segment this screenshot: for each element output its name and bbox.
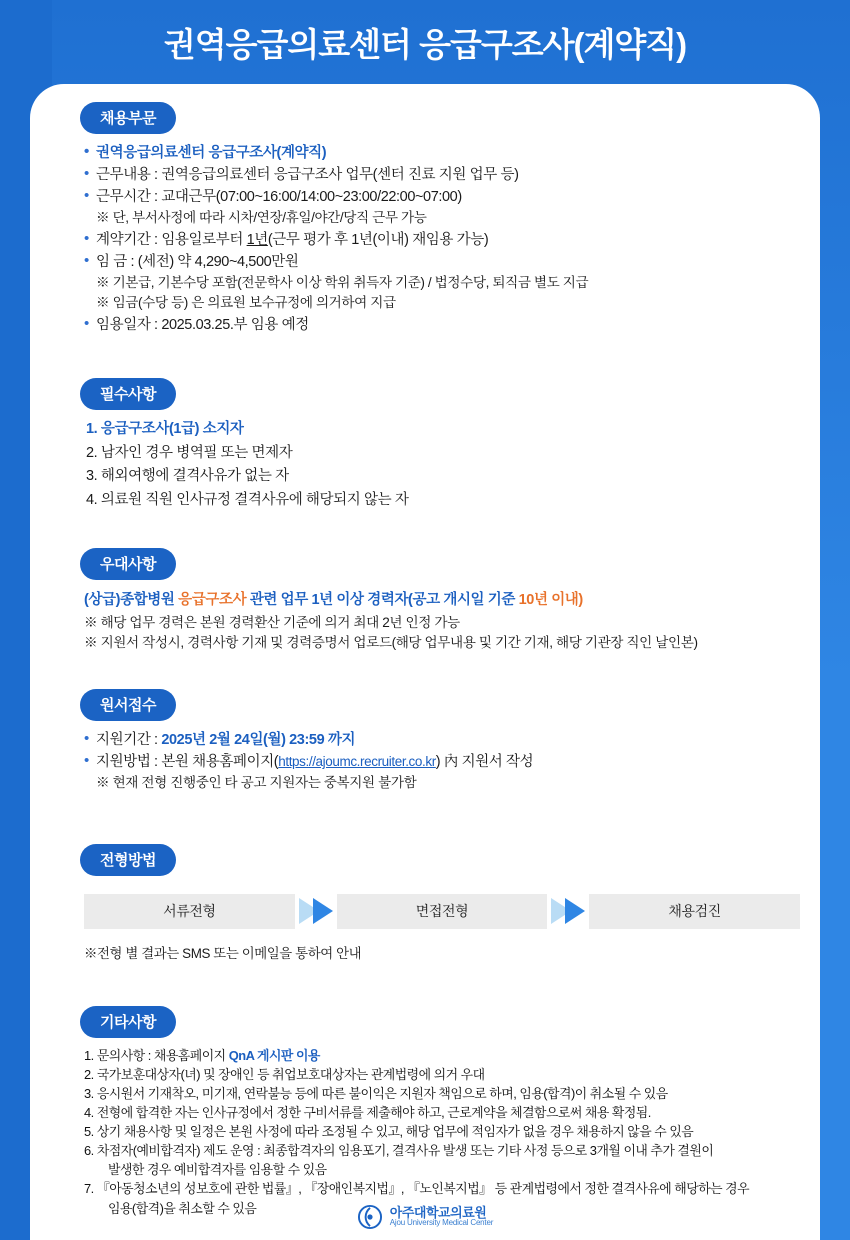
preferred-note-2: ※ 지원서 작성시, 경력사항 기재 및 경력증명서 업로드(해당 업무내용 및 기간 기재, 해당 기관장 직인 날인본): [84, 635, 698, 651]
arrow-right-icon: [295, 898, 337, 924]
section-application: [62, 689, 788, 794]
list-item: 5. 상기 채용사항 및 일정은 본원 사정에 따라 조정될 수 있고, 해당 업무에 적임자가 없을 경우 채용하지 않을 수 있음: [84, 1124, 694, 1140]
list-item: 1. 응급구조사(1급) 소지자: [86, 421, 244, 438]
list-item: 2. 남자인 경우 병역필 또는 면제자: [86, 444, 293, 461]
footer-logo: [30, 1204, 820, 1230]
list-item: 3. 응시원서 기재착오, 미기재, 연락불능 등에 따른 불이익은 지원자 책임으로 하며, 임용(합격)이 취소될 수 있음: [84, 1086, 668, 1101]
process-note: ※전형 별 결과는 SMS 또는 이메일을 통하여 안내: [84, 945, 362, 961]
list-item: • 임용일자 : 2025.03.25.부 임용 예정: [84, 314, 788, 336]
process-step-3: 채용검진: [589, 894, 800, 929]
section-heading-etc: 기타사항: [80, 1006, 176, 1038]
etc-list: [62, 1046, 788, 1218]
list-item: ※ 임금(수당 등) 은 의료원 보수규정에 의거하여 지급: [96, 295, 396, 311]
etc-item-1-text: 1. 문의사항 : 채용홈페이지: [84, 1047, 229, 1063]
preferred-part-4: 10년 이내): [518, 592, 583, 609]
section-heading-preferred: 우대사항: [80, 548, 176, 580]
preferred-headline: [84, 588, 788, 609]
application-note: ※ 현재 전형 진행중인 타 공고 지원자는 중복지원 불가함: [96, 775, 417, 791]
preferred-part-3: 관련 업무 1년 이상 경력자(공고 개시일 기준: [249, 592, 519, 609]
list-item: ※ 단, 부서사정에 따라 시차/연장/휴일/야간/당직 근무 가능: [96, 210, 427, 226]
section-process: [62, 844, 788, 962]
section-preferred: [62, 548, 788, 651]
etc-item-1-emphasis: QnA 게시판 이용: [228, 1047, 320, 1063]
application-method-label: 지원방법 : 본원 채용홈페이지(: [96, 754, 279, 771]
section-recruit: [62, 102, 788, 336]
content-sheet: [30, 84, 820, 1240]
list-item: • 임 금 : (세전) 약 4,290~4,500만원: [84, 251, 788, 273]
etc-item-6-text: 6. 차점자(예비합격자) 제도 운영 : 최종합격자의 임용포기, 결격사유 발생 또는 기타 사정 등으로 3개월 이내 추가 결원이: [84, 1143, 714, 1159]
list-item: • 근무시간 : 교대근무(07:00~16:00/14:00~23:00/22:00~07:00): [84, 186, 788, 208]
list-item: 2. 국가보훈대상자(녀) 및 장애인 등 취업보호대상자는 관계법령에 의거 우대: [84, 1066, 485, 1082]
application-list: [62, 729, 788, 794]
list-item: ※ 기본급, 기본수당 포함(전문학사 이상 학위 취득자 기준) / 법정수당, 퇴직금 별도 지급: [96, 274, 589, 290]
preferred-part-2: 응급구조사: [178, 592, 250, 609]
section-heading-required: 필수사항: [80, 378, 176, 410]
etc-item-6-tail: 발생한 경우 예비합격자를 임용할 수 있음: [108, 1162, 327, 1178]
application-method-tail: ) 內 지원서 작성: [435, 754, 534, 771]
list-item-contract: • 계약기간 : 임용일로부터 1년(근무 평가 후 1년(이내) 재임용 가능): [84, 229, 788, 251]
contract-term-emphasis: 1년: [246, 231, 268, 248]
list-item: • 권역응급의료센터 응급구조사(계약직): [84, 142, 788, 164]
application-period-label: 지원기간 :: [96, 732, 162, 749]
poster-header: [0, 0, 850, 84]
section-required: [62, 378, 788, 512]
list-item: 3. 해외여행에 결격사유가 없는 자: [86, 468, 289, 485]
section-heading-application: 원서접수: [80, 689, 176, 721]
process-step-2: 면접전형: [337, 894, 548, 929]
list-item: • 근무내용 : 권역응급의료센터 응급구조사 업무(센터 진료 지원 업무 등): [84, 164, 788, 186]
application-method: [84, 751, 788, 773]
list-item: [84, 1046, 788, 1065]
preferred-part-1: (상급)종합병원: [84, 592, 179, 609]
recruit-list: [62, 142, 788, 336]
preferred-note-1: ※ 해당 업무 경력은 본원 경력환산 기준에 의거 최대 2년 인정 가능: [84, 615, 460, 631]
footer-org-ko: 아주대학교의료원: [389, 1204, 487, 1220]
section-heading-process: 전형방법: [80, 844, 176, 876]
application-period-value: 2025년 2월 24일(월) 23:59 까지: [161, 732, 356, 749]
arrow-right-icon: [547, 898, 589, 924]
process-flow: [84, 894, 800, 929]
process-step-1: 서류전형: [84, 894, 295, 929]
list-item: [84, 1141, 788, 1179]
page-title: 권역응급의료센터 응급구조사(계약직): [163, 25, 687, 63]
section-heading-recruit: 채용부문: [80, 102, 176, 134]
list-item: 4. 전형에 합격한 자는 인사규정에서 정한 구비서류를 제출해야 하고, 근로계약을 체결함으로써 채용 확정됨.: [84, 1105, 651, 1121]
etc-item-7-text: 7. 『아동청소년의 성보호에 관한 법률』, 『장애인복지법』, 『노인복지법』 등 관계법령에서 정한 결격사유에 해당하는 경우: [84, 1181, 750, 1197]
list-item: 4. 의료원 직원 인사규정 결격사유에 해당되지 않는 자: [86, 491, 409, 508]
ajou-logo-icon: [357, 1204, 383, 1230]
etc-item-7-tail: 임용(합격)을 취소할 수 있음: [108, 1200, 257, 1216]
recruit-site-link[interactable]: https://ajoumc.recruiter.co.kr: [278, 754, 436, 770]
required-list: [62, 418, 788, 512]
application-period: [84, 729, 788, 751]
section-etc: [62, 1006, 788, 1218]
footer-org-en: Ajou University Medical Center: [389, 1218, 494, 1228]
